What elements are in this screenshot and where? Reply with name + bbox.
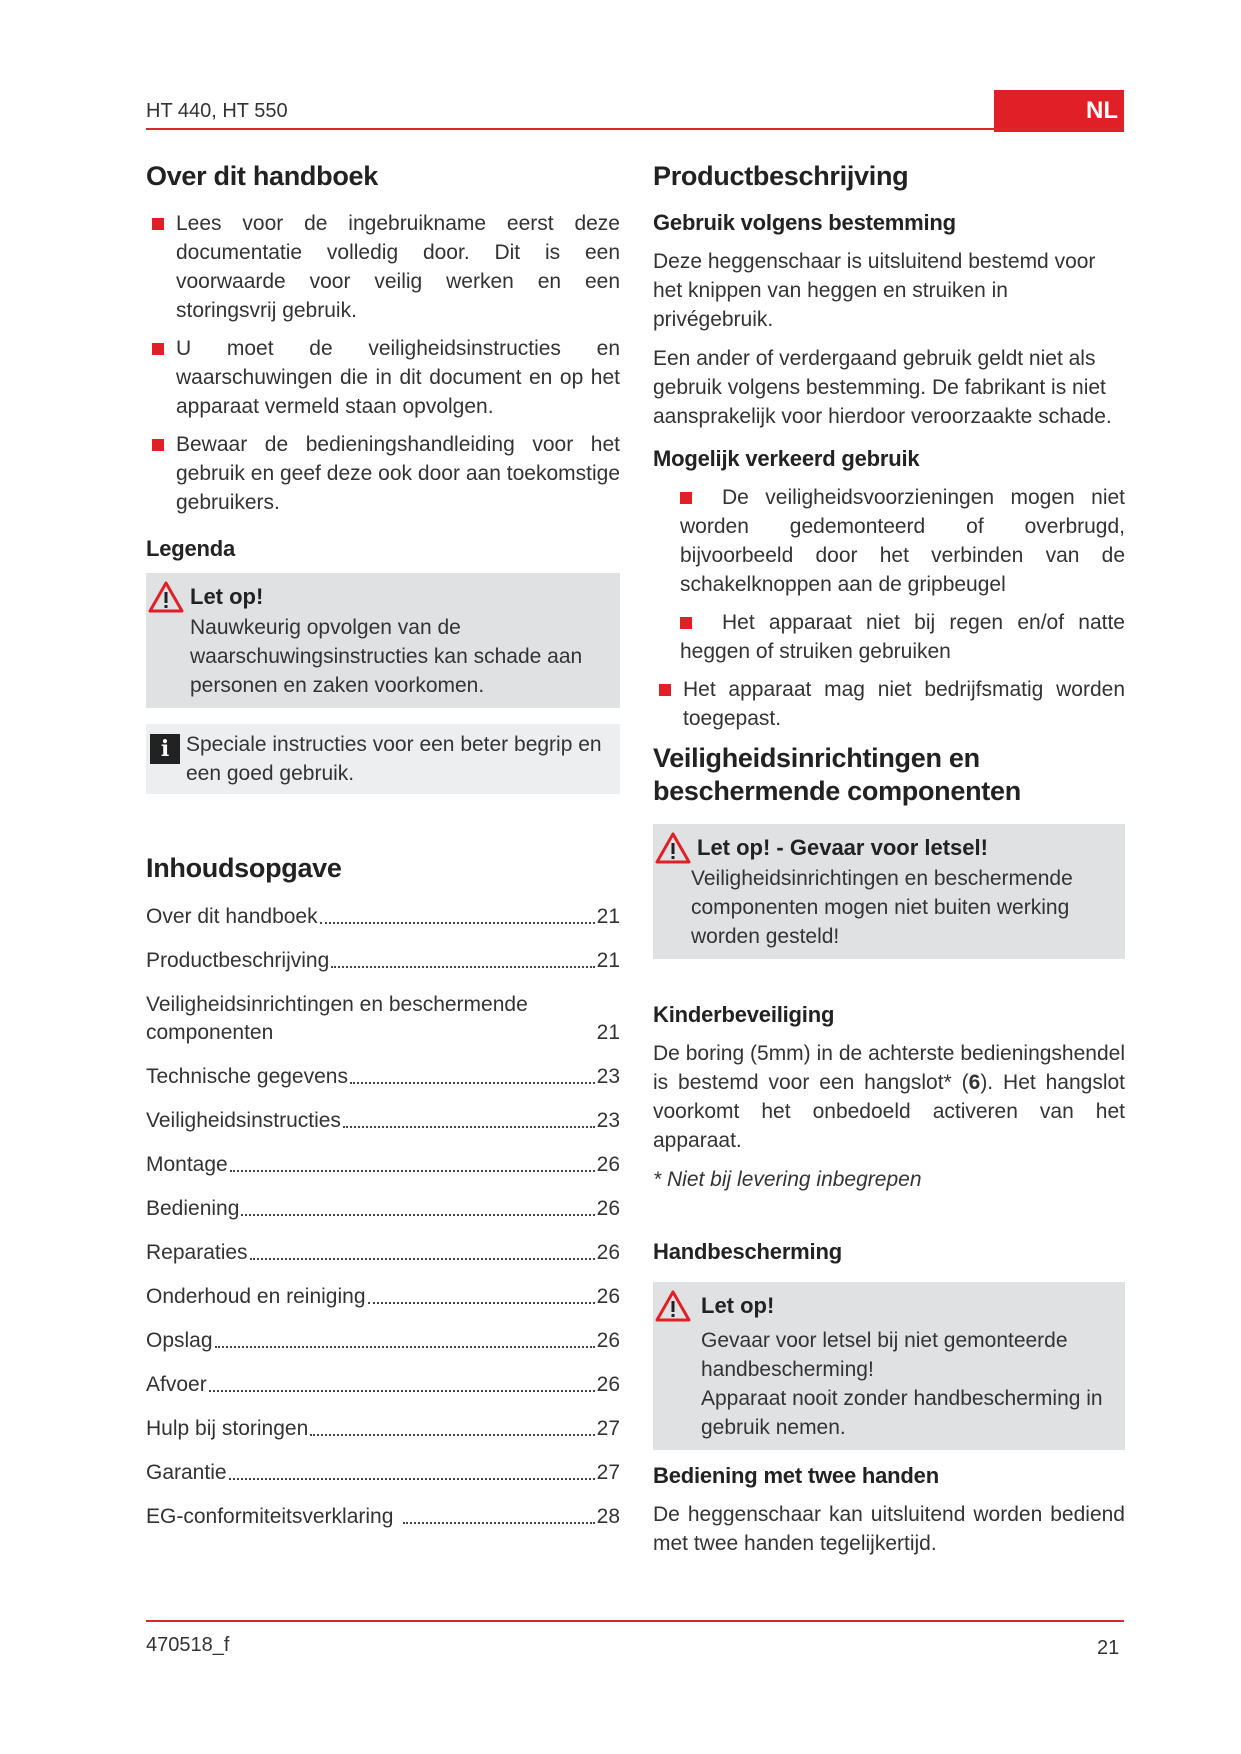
header-divider [146,128,1124,130]
warning-triangle-icon [148,581,184,613]
product-title: Productbeschrijving [653,161,909,191]
toc-title: Inhoudsopgave [146,853,342,883]
info-icon: i [150,734,180,764]
legend-warning-title: Let op! [190,584,264,609]
toc-entry[interactable]: Veiligheidsinstructies 23 [146,1109,620,1132]
bullet-square-icon [152,343,164,355]
use-title: Gebruik volgens bestemming [653,210,956,235]
toc-entry[interactable]: Hulp bij storingen 27 [146,1417,620,1440]
bullet-square-icon [152,218,164,230]
misuse-title: Mogelijk verkeerd gebruik [653,446,920,471]
hand-title: Handbescherming [653,1239,842,1264]
about-item: U moet de veiligheidsinstructies en waarschuwingen die in dit document en op het apparaat vermeld staan opvolgen. [146,334,620,421]
toc-entry[interactable]: Opslag 26 [146,1329,620,1352]
child-note: * Niet bij levering inbegrepen [653,1168,922,1191]
bullet-square-icon [152,439,164,451]
right-column [653,160,1125,1558]
bullet-square-icon [659,684,671,696]
warning-triangle-icon [655,1290,691,1322]
footer-page-number: 21 [1097,1637,1120,1659]
toc-entry[interactable]: Over dit handboek 21 [146,905,620,928]
safety-warning-title: Let op! - Gevaar voor letsel! [697,835,988,860]
misuse-item: De veiligheidsvoorzieningen mogen niet worden gedemonteerd of overbrugd, bijvoorbeeld door het verbinden van de schakelknoppen aan de gripbeugel [680,486,1125,596]
toc-list [146,903,620,1531]
about-item: Lees voor de ingebruikname eerst deze documentatie volledig door. Dit is een voorwaarde voor veilig werken en een storingsvrij gebruik. [146,209,620,325]
toc-entry[interactable]: Technische gegevens 23 [146,1065,620,1088]
about-list [146,209,620,517]
about-title: Over dit handboek [146,161,378,191]
twohand-title: Bediening met twee handen [653,1463,939,1488]
hand-warning-text-2: Apparaat nooit zonder handbescherming in gebruik nemen. [701,1387,1103,1439]
toc-entry[interactable]: EG-conformiteitsverklaring 28 [146,1505,620,1528]
misuse-list [653,483,1125,666]
safety-warning-box [653,824,1125,959]
bullet-square-icon [680,492,692,504]
hand-warning-text-1: Gevaar voor letsel bij niet gemonteerde handbescherming! [701,1329,1068,1381]
hand-warning-title: Let op! [701,1293,775,1318]
hand-warning-box [653,1282,1125,1450]
legend-info-box [146,724,620,794]
misuse-list-2 [653,675,1125,733]
part-reference: 6 [968,1071,981,1094]
bullet-square-icon [680,617,692,629]
safety-title: Veiligheidsinrichtingen en beschermende componenten [653,743,1021,806]
legend-title: Legenda [146,536,236,561]
child-paragraph: De boring (5mm) in de achterste bedieningshendel is bestemd voor een hangslot* (6). Het hangslot voorkomt het onbedoeld activeren van het apparaat. [653,1042,1125,1152]
warning-triangle-icon [655,832,691,864]
left-column [146,160,620,1547]
toc-entry[interactable]: Reparaties 26 [146,1241,620,1264]
header-model: HT 440, HT 550 [146,100,288,122]
toc-entry[interactable]: Onderhoud en reiniging 26 [146,1285,620,1308]
misuse-item: Het apparaat mag niet bedrijfsmatig worden toegepast. [653,675,1125,733]
safety-warning-text: Veiligheidsinrichtingen en beschermende componenten mogen niet buiten werking worden gesteld! [691,867,1073,948]
footer-divider [146,1620,1124,1622]
misuse-item: Het apparaat niet bij regen en/of natte heggen of struiken gebruiken [680,611,1125,663]
language-tab: NL [994,90,1124,132]
legend-warning-box [146,573,620,708]
twohand-paragraph: De heggenschaar kan uitsluitend worden bediend met twee handen tegelijkertijd. [653,1503,1125,1555]
legend-warning-text: Nauwkeurig opvolgen van de waarschuwingsinstructies kan schade aan personen en zaken voorkomen. [190,616,583,697]
toc-entry[interactable]: Bediening 26 [146,1197,620,1220]
footer-doc-code: 470518_f [146,1634,230,1656]
legend-info-text: Speciale instructies voor een beter begrip en een goed gebruik. [186,733,602,785]
child-title: Kinderbeveiliging [653,1002,835,1027]
use-paragraph-1: Deze heggenschaar is uitsluitend bestemd voor het knippen van heggen en struiken in privégebruik. [653,250,1096,331]
toc-entry[interactable]: Montage 26 [146,1153,620,1176]
use-paragraph-2: Een ander of verdergaand gebruik geldt niet als gebruik volgens bestemming. De fabrikant is niet aansprakelijk voor hierdoor veroorzaakte schade. [653,347,1112,428]
toc-entry[interactable]: Productbeschrijving 21 [146,949,620,972]
toc-entry[interactable]: Garantie 27 [146,1461,620,1484]
toc-entry[interactable]: Veiligheidsinrichtingen en beschermende componenten 21 [146,993,620,1044]
about-item: Bewaar de bedieningshandleiding voor het gebruik en geef deze ook door aan toekomstige gebruikers. [146,430,620,517]
toc-entry[interactable]: Afvoer 26 [146,1373,620,1396]
